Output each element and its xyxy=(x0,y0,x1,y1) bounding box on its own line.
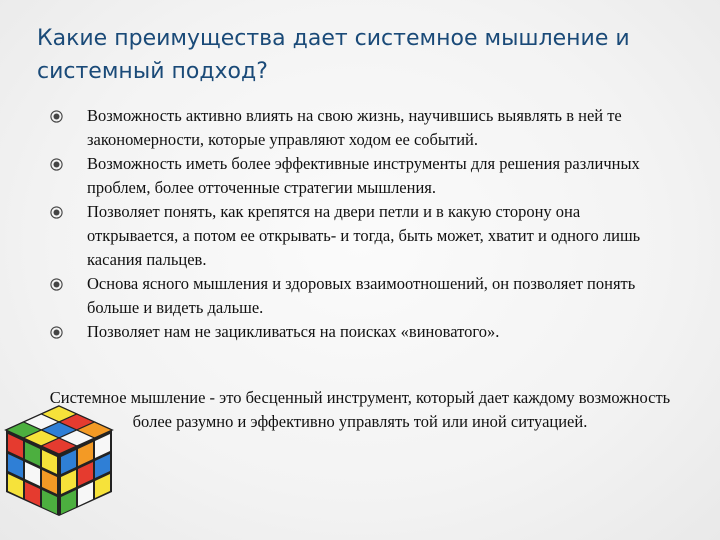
circled-dot-icon xyxy=(50,278,63,291)
list-item-text: Возможность активно влиять на свою жизнь, научившись выявлять в ней те закономерности, которые управляют ходом ее событий. xyxy=(87,106,622,149)
rubiks-cube-image xyxy=(0,400,118,522)
circled-dot-icon xyxy=(50,110,63,123)
circled-dot-icon xyxy=(50,158,63,171)
slide-title: Какие преимущества дает системное мышление и системный подход? xyxy=(37,26,630,84)
list-item-text: Возможность иметь более эффективные инструменты для решения различных проблем, более отточенные стратегии мышления. xyxy=(87,154,640,197)
circled-dot-icon xyxy=(50,326,63,339)
list-item-text: Основа ясного мышления и здоровых взаимоотношений, он позволяет понять больше и видеть дальше. xyxy=(87,274,636,317)
list-item xyxy=(50,200,670,272)
list-item xyxy=(50,320,670,344)
list-item-text: Позволяет понять, как крепятся на двери петли и в какую сторону она открывается, а потом ее открывать- и тогда, быть может, хватит и одного лишь касания пальцев. xyxy=(87,202,641,269)
list-item-text: Позволяет нам не зацикливаться на поисках «виноватого». xyxy=(87,322,500,341)
circled-dot-icon xyxy=(50,206,63,219)
list-item xyxy=(50,104,670,152)
list-item xyxy=(50,152,670,200)
benefits-list xyxy=(50,104,670,344)
summary-text: Системное мышление - это бесценный инструмент, который дает каждому возможность более разумно и эффективно управлять той или иной ситуацией. xyxy=(49,388,671,431)
list-item xyxy=(50,272,670,320)
